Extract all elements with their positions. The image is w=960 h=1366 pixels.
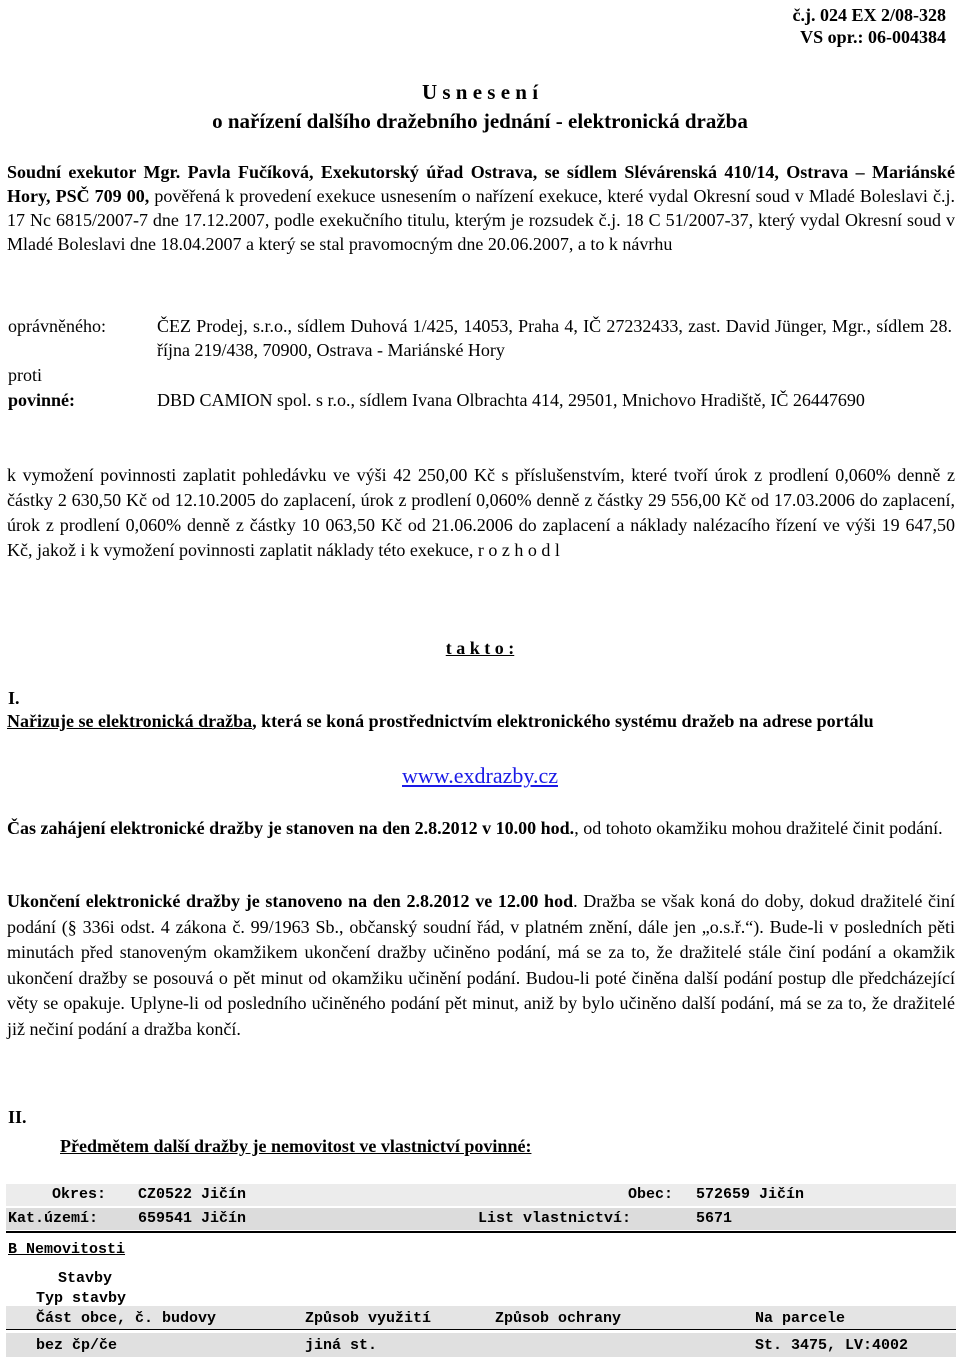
col-typ-stavby: Typ stavby [36,1290,127,1307]
creditor-text: ČEZ Prodej, s.r.o., sídlem Duhová 1/425, 14053, Praha 4, IČ 27232433, zast. David Jünger, Mgr., sídlem 28. října 219/438, 70900, Ostrava - Mariánské Hory [157,316,952,360]
takto-heading: t a k t o : [445,638,515,658]
vs-number: VS opr.: 06-004384 [800,27,946,47]
auction-order: Nařizuje se elektronická dražba [7,711,253,731]
end-paragraph [7,889,955,1042]
portal-link[interactable]: www.exdrazby.cz [402,763,558,788]
section-2-heading: Předmětem další dražby je nemovitost ve vlastnictví povinné: [60,1136,532,1156]
ku-label: Kat.území: [8,1210,99,1227]
section-2-numeral: II. [8,1107,27,1127]
row-na-parcele: St. 3475, LV:4002 [755,1337,909,1354]
claim-paragraph: k vymožení povinnosti zaplatit pohledávku ve výši 42 250,00 Kč s příslušenstvím, které tvoří úrok z prodlení 0,060% denně z částky 2 630,50 Kč od 12.10.2005 do zaplacení, úrok z prodlení 0,060% denně z částky 29 556,00 Kč od 17.03.2006 do zaplacení, úrok z prodlení 0,060% denně z částky 10 063,50 Kč od 21.06.2006 do zaplacení a náklady nalézacího řízení ve výši 19 647,50 Kč, jakož i k vymožení povinnosti zaplatit náklady této exekuce, r o z h o d l [7,465,955,560]
document-subtitle: o nařízení dalšího dražebního jednání - elektronická dražba [212,109,748,133]
okres-label: Okres: [52,1186,107,1203]
auction-order-rest: , která se koná prostřednictvím elektronického systému dražeb na adrese portálu [252,711,874,731]
lv-label: List vlastnictví: [478,1210,632,1227]
intro-bold: Soudní exekutor Mgr. Pavla Fučíková, Exekutorský úřad Ostrava, se sídlem Slévárenská 410/14, Ostrava – Mariánské Hory, PSČ 709 00, [7,162,955,206]
start-rest: , od tohoto okamžiku mohou dražitelé činit podání. [574,818,943,838]
lv-value: 5671 [696,1210,733,1227]
debtor-label: povinné: [8,390,76,410]
stavby-heading: Stavby [58,1270,113,1287]
col-na-parcele: Na parcele [755,1310,846,1327]
section-1-heading [7,709,955,733]
ku-value: 659541 Jičín [138,1210,247,1227]
intro-text: pověřená k provedení exekuce usnesením o nařízení exekuce, které vydal Okresní soud v Mladé Boleslavi č.j. 17 Nc 6815/2007-7 dne 17.12.2007, podle exekučního titulu, kterým je rozsudek č.j. 18 C 51/2007-37, který vydal Okresní soud v Mladé Boleslavi dne 18.04.2007 a který se stal pravomocným dne 20.06.2007, a to k návrhu [7,186,955,254]
proti-label: proti [8,365,42,385]
document-title: U s n e s e n í [421,80,539,104]
debtor-text: DBD CAMION spol. s r.o., sídlem Ivana Olbrachta 414, 29501, Mnichovo Hradiště, IČ 26447690 [157,390,865,410]
lv-rule-1 [6,1231,956,1233]
okres-value: CZ0522 Jičín [138,1186,247,1203]
obec-label: Obec: [628,1186,674,1203]
case-number: č.j. 024 EX 2/08-328 [792,5,946,25]
lv-rule-2 [6,1329,956,1330]
row-zpusob-vyuziti: jiná st. [305,1337,378,1354]
col-zpusob-ochrany: Způsob ochrany [495,1310,622,1327]
end-rest: . Dražba se však koná do doby, dokud dražitelé činí podání (§ 336i odst. 4 zákona č. 99/1963 Sb., občanský soudní řád, v platném znění, dále jen „o.s.ř.“). Bude-li v posledních pěti minutách před stanoveným okamžikem ukončení dražby učiněno podání, má se za to, že dražitelé stále činí podání a okamžik ukončení dražby se posouvá o pět minut od okamžiku učinění podání. Budou-li poté činěna další podání postup dle předcházející věty se opakuje. Uplyne-li od posledního učiněného podání pět minut, aniž by bylo učiněno další podání, má se za to, že dražitelé již nečiní podání a dražba končí. [7,891,955,1039]
creditor-label: oprávněného: [8,316,106,336]
section-b-heading: B Nemovitosti [8,1241,126,1258]
obec-value: 572659 Jičín [696,1186,805,1203]
col-zpusob-vyuziti: Způsob využití [305,1310,432,1327]
intro-paragraph [7,160,955,256]
start-paragraph [7,816,955,840]
section-1-numeral: I. [8,688,20,708]
col-cast-obce: Část obce, č. budovy [36,1310,217,1327]
row-typ-stavby: bez čp/če [36,1337,118,1354]
start-time: Čas zahájení elektronické dražby je stanoven na den 2.8.2012 v 10.00 hod. [7,818,575,838]
end-time: Ukončení elektronické dražby je stanoveno na den 2.8.2012 ve 12.00 hod [7,891,574,911]
